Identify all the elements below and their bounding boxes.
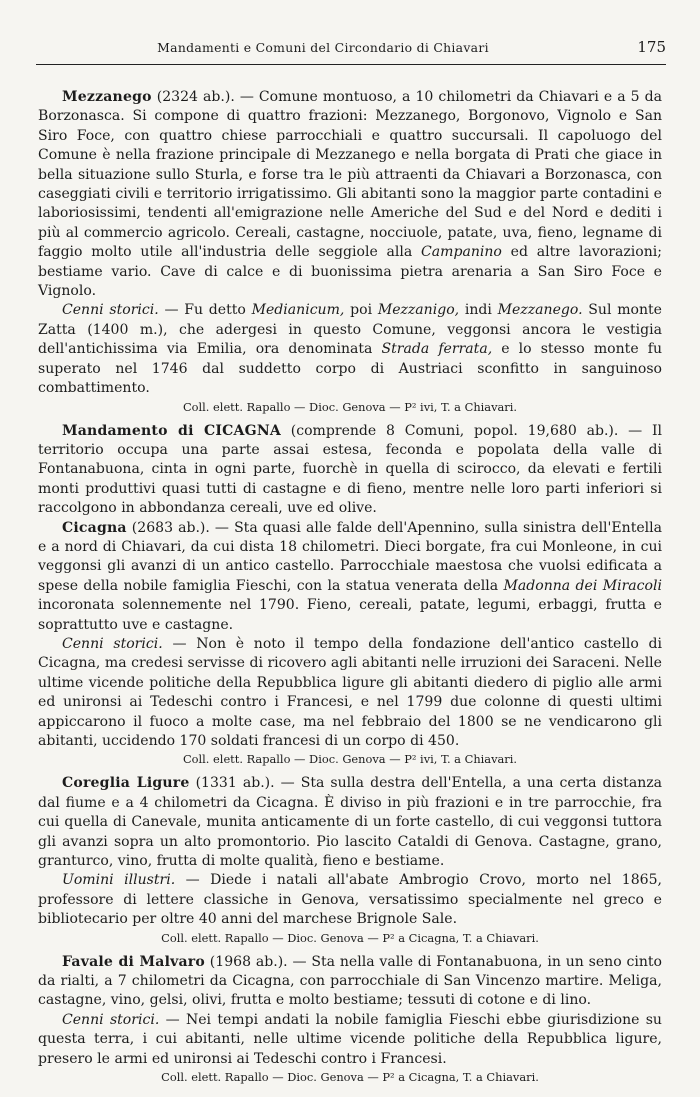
history-paragraph xyxy=(38,635,662,751)
history-italic: Strada ferrata, xyxy=(381,341,493,358)
references-line: Coll. elett. Rapallo — Dioc. Genova — P² a Cicagna, T. a Chiavari. xyxy=(161,1070,539,1085)
history-text: indi xyxy=(459,302,498,319)
history-paragraph xyxy=(38,1011,662,1069)
entry-paragraph xyxy=(38,774,662,871)
entry-mandamento-cicagna xyxy=(38,422,662,519)
entry-heading: Mezzanego xyxy=(62,89,152,105)
entry-text-end: incoronata solennemente nel 1790. Fieno, cereali, patate, legumi, erbaggi, frutta e soprattutto uve e castagne. xyxy=(38,597,662,633)
history-italic: Medianicum, xyxy=(251,302,345,319)
entry-population: (2324 ab.). — xyxy=(156,89,254,105)
entry-population: (1331 ab.). — xyxy=(195,775,295,792)
entry-text: Sta sulla destra dell'Entella, a una certa distanza dal fiume e a 4 chilometri da Cicagna. È diviso in più frazioni e in tre parrocchie, fra cui quella di Canevale, munita anticamente di un forte castello, di cui veggonsi tuttora gli avanzi sopra un alto promontorio. Pio lascito Cataldi di Genova. Castagne, grano, granturco, vino, frutta di molte qualità, fieno e bestiame. xyxy=(38,775,663,870)
entry-favale-di-malvaro xyxy=(38,953,662,1086)
entry-paragraph xyxy=(38,519,662,635)
page-number: 175 xyxy=(637,38,666,56)
entry-population: (1968 ab.). — xyxy=(209,953,307,970)
entry-population: (comprende 8 Comuni, popol. 19,680 ab.). — xyxy=(290,422,643,439)
history-italic: Mezzanego. xyxy=(497,302,583,319)
entry-heading: Cicagna xyxy=(62,519,127,536)
history-text: e lo stesso monte fu superato nel 1746 dal suddetto corpo di Austriaci sconfitto in sanguinoso combattimento. xyxy=(38,341,662,397)
running-title: Mandamenti e Comuni del Circondario di Chiavari xyxy=(157,40,489,55)
history-text: Sul monte Zatta (1400 m.), che adergesi in questo Comune, veggonsi ancora le vestigia dell'antichissima via Emilia, ora denominata xyxy=(38,302,662,358)
history-paragraph xyxy=(38,301,662,398)
entry-heading: Mandamento di CICAGNA xyxy=(62,422,281,439)
history-text: — Nei tempi andati la nobile famiglia Fieschi ebbe giurisdizione su questa terra, i cui abitanti, nelle ultime vicende politiche della Repubblica ligure, presero le armi ed unironsi ai Tedeschi contro i Francesi. xyxy=(38,1011,662,1067)
references-line: Coll. elett. Rapallo — Dioc. Genova — P² a Cicagna, T. a Chiavari. xyxy=(161,930,539,945)
entry-text: Sta quasi alle falde dell'Apennino, sulla sinistra dell'Entella e a nord di Chiavari, da cui dista 18 chilometri. Dieci borgate, fra cui Monleone, in cui veggonsi gli avanzi di un antico castello. Parrocchiale maestosa che vuolsi edificata a spese della nobile famiglia Fieschi, con la statua venerata della xyxy=(38,519,663,594)
entry-paragraph xyxy=(38,953,662,1011)
references-line: Coll. elett. Rapallo — Dioc. Genova — P² ivi, T. a Chiavari. xyxy=(182,752,518,767)
entry-text-italic: Campanino xyxy=(421,244,502,261)
history-label: Cenni storici. xyxy=(62,302,159,319)
history-text: — Fu detto xyxy=(158,302,252,319)
entry-coreglia-ligure xyxy=(38,774,662,946)
history-text: poi xyxy=(344,302,378,319)
entry-cicagna xyxy=(38,519,662,769)
entry-mezzanego xyxy=(38,88,662,416)
entry-population: (2683 ab.). — xyxy=(131,519,229,536)
header-rule xyxy=(36,64,666,65)
history-label: Cenni storici. xyxy=(62,1011,160,1028)
entry-paragraph xyxy=(38,422,662,519)
history-italic: Mezzanigo, xyxy=(377,302,460,319)
page-header xyxy=(36,38,666,62)
entry-text: Comune montuoso, a 10 chilometri da Chiavari e a 5 da Borzonasca. Si compone di quattro frazioni: Mezzanego, Borgonovo, Vignolo e San Siro Foce, con quattro chiese parrocchiali e quattro succursali. Il capoluogo del Comune è nella frazione principale di Mezzanego e nella borgata di Prati che giace in bella situazione sullo Sturla, e forse tra le più attraenti da Chiavari a Borzonasca, con caseggiati civili e territorio irrigatissimo. Gli abitanti sono la maggior parte contadini e laboriosissimi, tendenti all'emigrazione nelle Americhe del Sud e del Nord e dediti i più al commercio agricolo. Cereali, castagne, nocciuole, patate, uva, fieno, legname di faggio molto utile all'industria delle seggiole alla xyxy=(38,89,663,261)
history-text: — Non è noto il tempo della fondazione dell'antico castello di Cicagna, ma credesi servisse di ricovero agli abitanti nelle irruzioni dei Saraceni. Nelle ultime vicende politiche della Repubblica ligure gli abitanti diedero di piglio alle armi ed unironsi ai Tedeschi contro i Francesi, e nel 1799 due colonne di questi ultimi appiccarono il fuoco a molte case, ma nel febbraio del 1800 se ne vendicarono gli abitanti, uccidendo 170 soldati francesi di un corpo di 450. xyxy=(38,635,662,749)
history-text: — Diede i natali all'abate Ambrogio Crovo, morto nel 1865, professore di lettere classiche in Genova, versatissimo specialmente nel greco e bibliotecario per oltre 40 anni del marchese Brignole Sale. xyxy=(38,872,662,928)
entry-text-end: ed altre lavorazioni; bestiame vario. Cave di calce e di buonissima pietra arenaria a San Siro Foce e Vignolo. xyxy=(38,244,662,300)
entry-text-italic: Madonna dei Miracoli xyxy=(503,577,662,594)
entry-text: Sta nella valle di Fontanabuona, in un seno cinto da rialti, a 7 chilometri da Cicagna, con parrocchiale di San Vincenzo martire. Meliga, castagne, vino, gelsi, olivi, frutta e molto bestiame; tessuti di cotone e di lino. xyxy=(38,953,663,1009)
entry-text: Il territorio occupa una parte assai estesa, feconda e popolata della valle di Fontanabuona, cinta in ogni parte, fuorchè in quella di scirocco, da elevati e fertili monti produttivi quasi tutti di castagne e di fieno, mentre nelle loro parti inferiori si raccolgono in abbondanza cereali, uve ed olive. xyxy=(38,422,662,517)
history-label: Cenni storici. xyxy=(62,635,163,652)
history-label: Uomini illustri. xyxy=(62,872,176,889)
page-body xyxy=(38,88,662,1092)
entry-paragraph xyxy=(38,88,662,301)
entry-heading: Favale di Malvaro xyxy=(62,953,205,970)
history-paragraph xyxy=(38,871,662,929)
entry-heading: Coreglia Ligure xyxy=(62,775,190,792)
references-line: Coll. elett. Rapallo — Dioc. Genova — P² ivi, T. a Chiavari. xyxy=(182,399,518,414)
